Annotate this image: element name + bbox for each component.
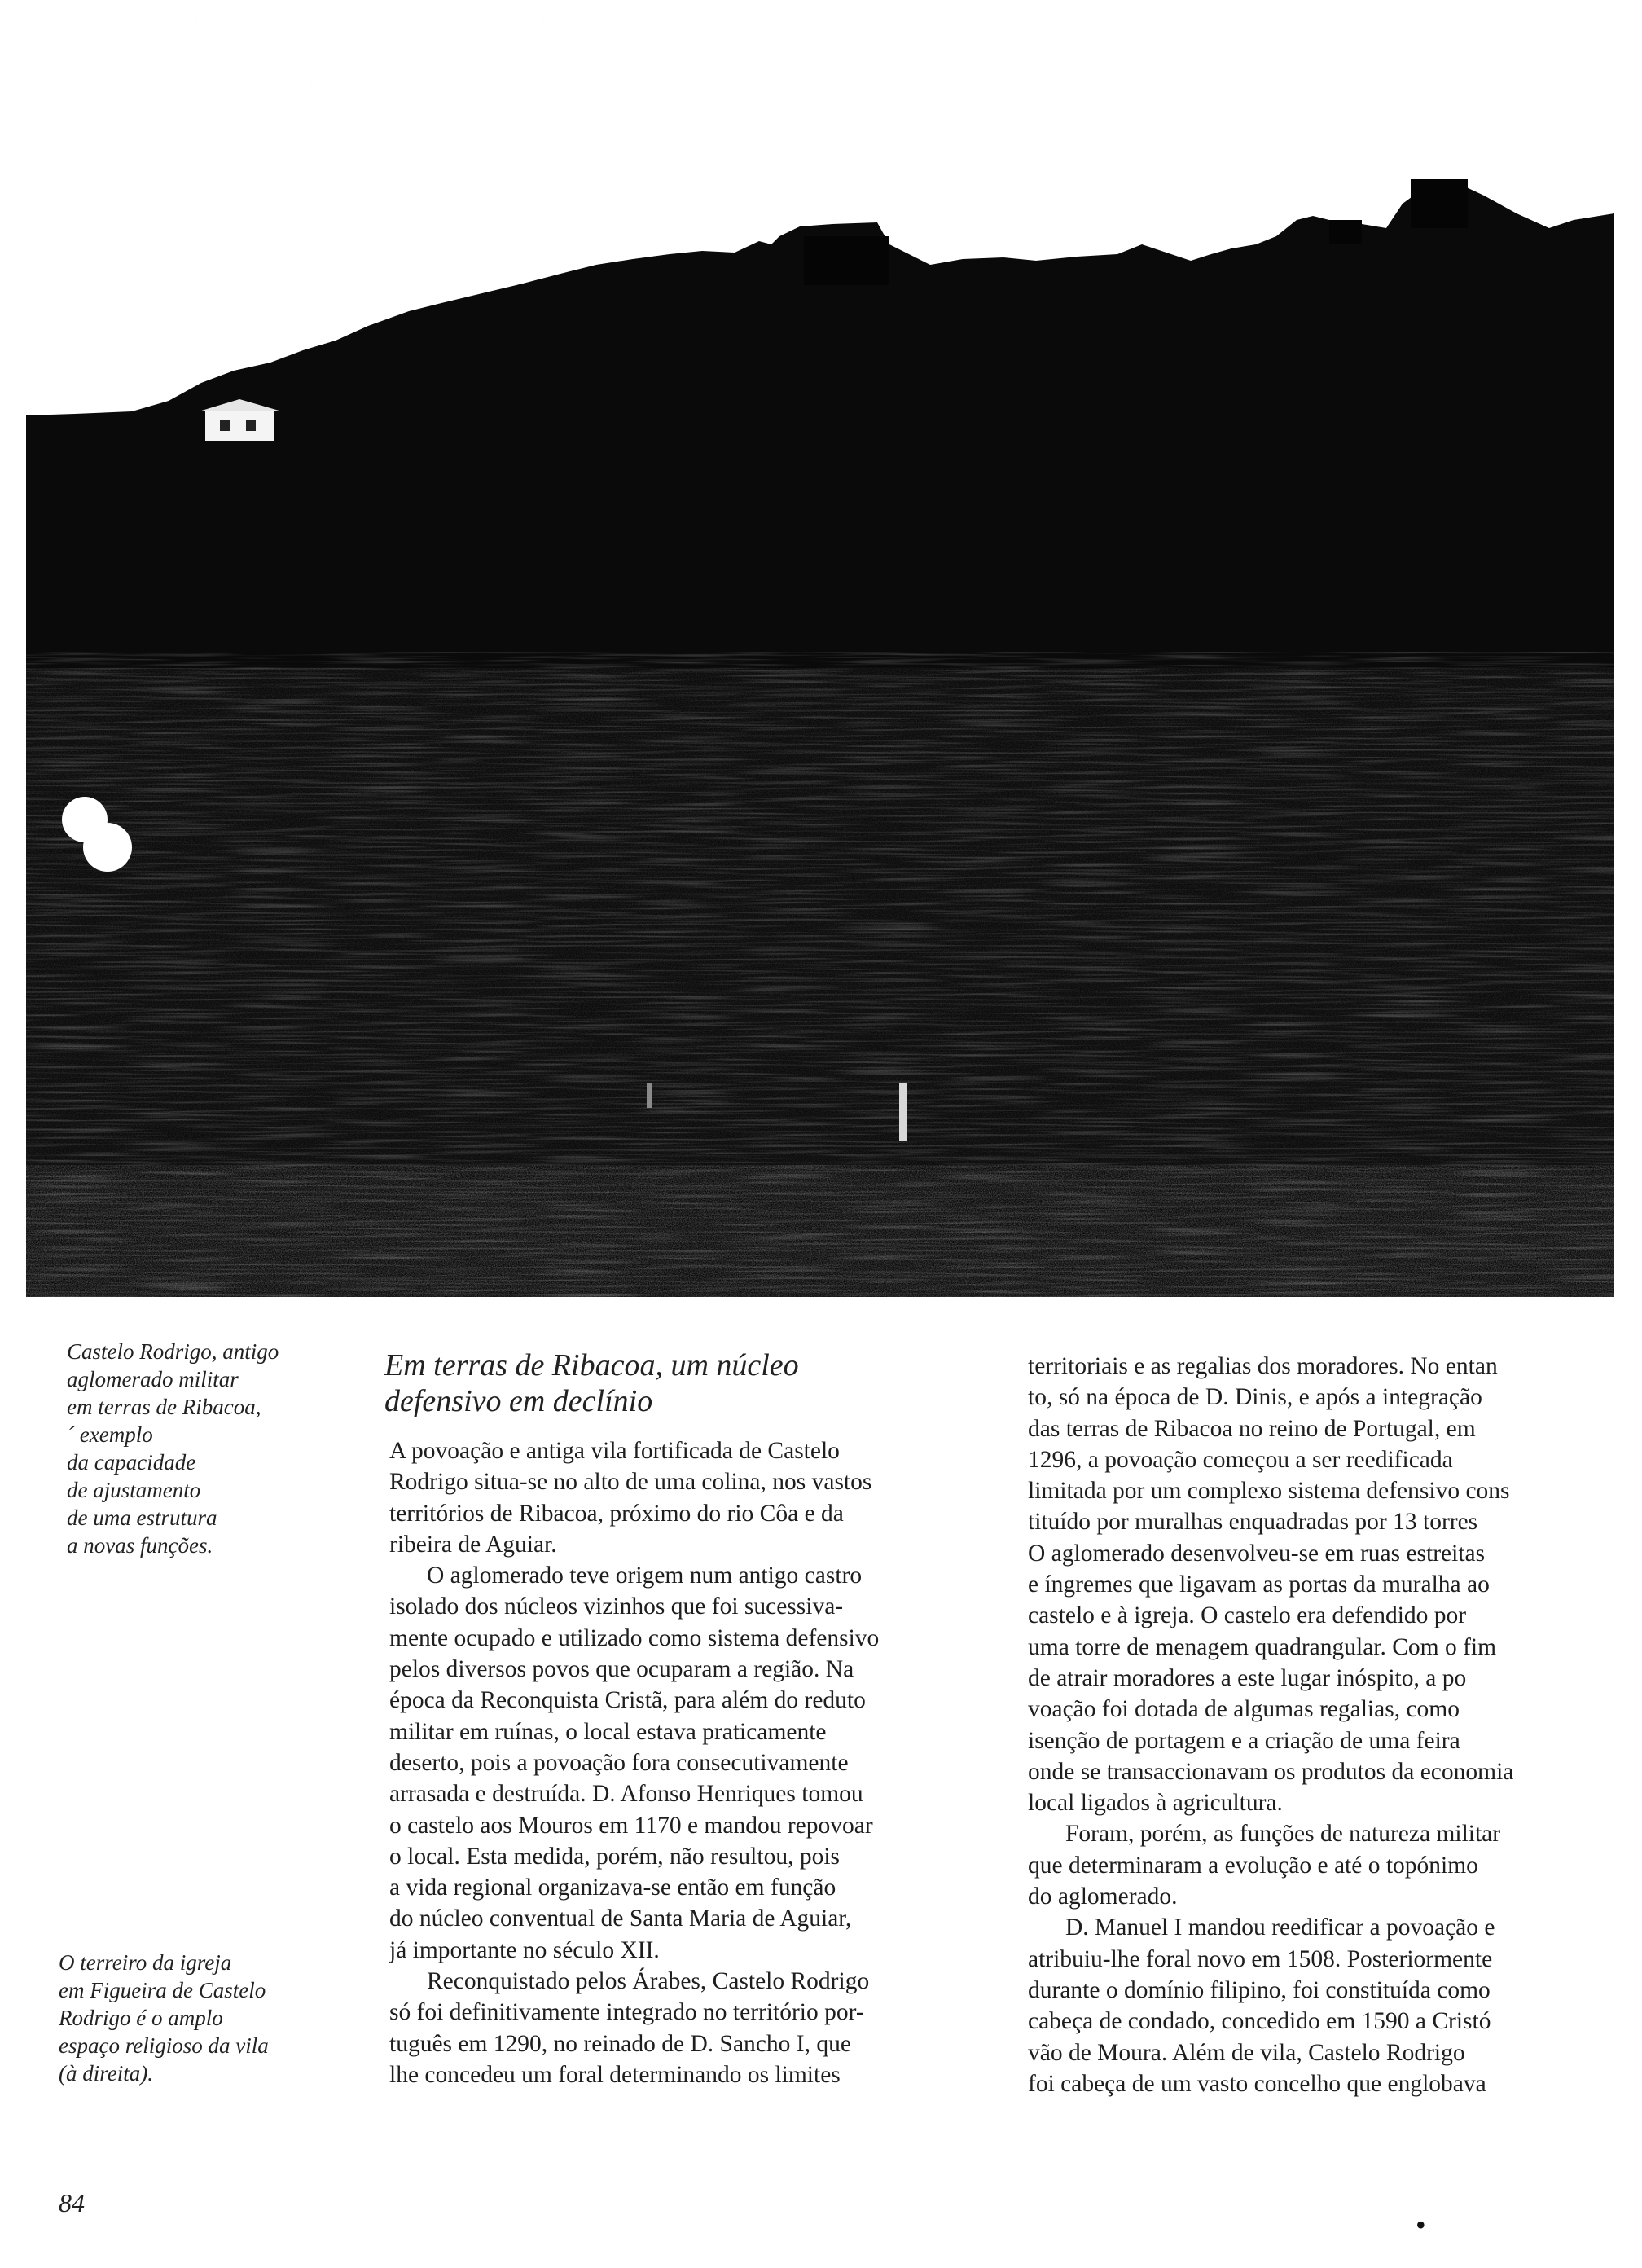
caption-line: Castelo Rodrigo, antigo bbox=[67, 1339, 279, 1364]
paragraph-line: mente ocupado e utilizado como sistema defensivo bbox=[389, 1624, 880, 1651]
paragraph-line: uma torre de menagem quadrangular. Com o fim bbox=[1028, 1633, 1497, 1660]
paragraph-line: Reconquistado pelos Árabes, Castelo Rodrigo bbox=[427, 1968, 870, 1995]
paragraph-line: arrasada e destruída. D. Afonso Henriques tomou bbox=[389, 1781, 863, 1808]
article-title bbox=[384, 1347, 955, 1419]
paragraph-line: territoriais e as regalias dos moradores. No entan bbox=[1028, 1353, 1498, 1379]
paragraph-line: lhe concedeu um foral determinando os limites bbox=[389, 2061, 841, 2088]
article-column-1 bbox=[389, 1435, 982, 2090]
paragraph-line: ribeira de Aguiar. bbox=[389, 1531, 557, 1558]
caption-line: Rodrigo é o amplo bbox=[59, 2006, 223, 2030]
photo-caption-top bbox=[67, 1338, 344, 1559]
paragraph-line: o castelo aos Mouros em 1170 e mandou repovoar bbox=[389, 1812, 873, 1839]
article-column-2 bbox=[1028, 1351, 1622, 2099]
article-title-line: defensivo em declínio bbox=[384, 1384, 653, 1418]
paragraph-line: 1296, a povoação começou a ser reedificada bbox=[1028, 1446, 1453, 1473]
paragraph-line: pelos diversos povos que ocuparam a região. Na bbox=[389, 1656, 854, 1683]
caption-line: aglomerado militar bbox=[67, 1367, 239, 1391]
paragraph-line: época da Reconquista Cristã, para além do reduto bbox=[389, 1687, 866, 1714]
landscape-photo bbox=[26, 0, 1614, 1297]
caption-line: (à direita). bbox=[59, 2061, 153, 2086]
paragraph-line: tituído por muralhas enquadradas por 13 torres bbox=[1028, 1509, 1478, 1536]
paragraph-line: já importante no século XII. bbox=[389, 1936, 660, 1963]
ink-speck: • bbox=[1416, 2209, 1426, 2241]
paragraph-line: das terras de Ribacoa no reino de Portugal, em bbox=[1028, 1415, 1476, 1442]
paragraph-line: do núcleo conventual de Santa Maria de Aguiar, bbox=[389, 1905, 852, 1932]
paragraph-line: cabeça de condado, concedido em 1590 a Cristó bbox=[1028, 2008, 1491, 2035]
paragraph-line: vão de Moura. Além de vila, Castelo Rodrigo bbox=[1028, 2039, 1465, 2066]
paragraph-line: atribuiu-lhe foral novo em 1508. Posteriormente bbox=[1028, 1945, 1493, 1972]
paragraph-line: A povoação e antiga vila fortificada de Castelo bbox=[389, 1438, 840, 1464]
paragraph-line: onde se transaccionavam os produtos da economia bbox=[1028, 1758, 1514, 1785]
paragraph-line: deserto, pois a povoação fora consecutivamente bbox=[389, 1749, 849, 1776]
paragraph-line: O aglomerado desenvolveu-se em ruas estreitas bbox=[1028, 1540, 1486, 1567]
paragraph-line: Rodrigo situa-se no alto de uma colina, nos vastos bbox=[389, 1469, 872, 1496]
paragraph-line: e íngremes que ligavam as portas da muralha ao bbox=[1028, 1571, 1490, 1598]
caption-line: de ajustamento bbox=[67, 1478, 201, 1502]
paragraph-line: foi cabeça de um vasto concelho que englobava bbox=[1028, 2070, 1486, 2097]
page-number: 84 bbox=[59, 2188, 85, 2217]
photo-caption-bottom bbox=[59, 1949, 336, 2087]
article-title-line: Em terras de Ribacoa, um núcleo bbox=[384, 1348, 799, 1382]
photo-canvas bbox=[26, 0, 1614, 1297]
paragraph-line: to, só na época de D. Dinis, e após a integração bbox=[1028, 1384, 1482, 1411]
paragraph-line: durante o domínio filipino, foi constituída como bbox=[1028, 1976, 1491, 2003]
caption-line: O terreiro da igreja bbox=[59, 1950, 232, 1975]
paragraph-line: D. Manuel I mandou reedificar a povoação e bbox=[1065, 1914, 1495, 1941]
paragraph-line: Foram, porém, as funções de natureza militar bbox=[1065, 1821, 1501, 1848]
paragraph-line: limitada por um complexo sistema defensivo cons bbox=[1028, 1478, 1510, 1505]
caption-line: de uma estrutura bbox=[67, 1505, 217, 1530]
caption-line: ´ exemplo bbox=[67, 1422, 153, 1447]
paragraph-line: só foi definitivamente integrado no território por- bbox=[389, 1999, 864, 2026]
caption-line: em terras de Ribacoa, bbox=[67, 1395, 261, 1419]
caption-line: espaço religioso da vila bbox=[59, 2033, 269, 2058]
paragraph-line: castelo e à igreja. O castelo era defendido por bbox=[1028, 1602, 1467, 1629]
paragraph-line: isenção de portagem e a criação de uma feira bbox=[1028, 1727, 1460, 1754]
caption-line: da capacidade bbox=[67, 1450, 196, 1475]
paragraph-line: a vida regional organizava-se então em função bbox=[389, 1875, 836, 1901]
paragraph-line: voação foi dotada de algumas regalias, como bbox=[1028, 1696, 1460, 1723]
paragraph-line: de atrair moradores a este lugar inóspito, a po bbox=[1028, 1664, 1467, 1691]
paragraph-line: local ligados à agricultura. bbox=[1028, 1790, 1283, 1817]
paragraph-line: que determinaram a evolução e até o topónimo bbox=[1028, 1852, 1478, 1879]
paragraph-line: isolado dos núcleos vizinhos que foi sucessiva- bbox=[389, 1593, 844, 1620]
paragraph-line: O aglomerado teve origem num antigo castro bbox=[427, 1563, 863, 1589]
paragraph-line: o local. Esta medida, porém, não resultou, pois bbox=[389, 1843, 840, 1870]
caption-line: a novas funções. bbox=[67, 1533, 213, 1558]
paragraph-line: territórios de Ribacoa, próximo do rio Côa e da bbox=[389, 1500, 844, 1527]
caption-line: em Figueira de Castelo bbox=[59, 1978, 266, 2002]
paragraph-line: do aglomerado. bbox=[1028, 1883, 1178, 1910]
paragraph-line: tuguês em 1290, no reinado de D. Sancho I, que bbox=[389, 2030, 851, 2057]
paragraph-line: militar em ruínas, o local estava praticamente bbox=[389, 1718, 827, 1745]
